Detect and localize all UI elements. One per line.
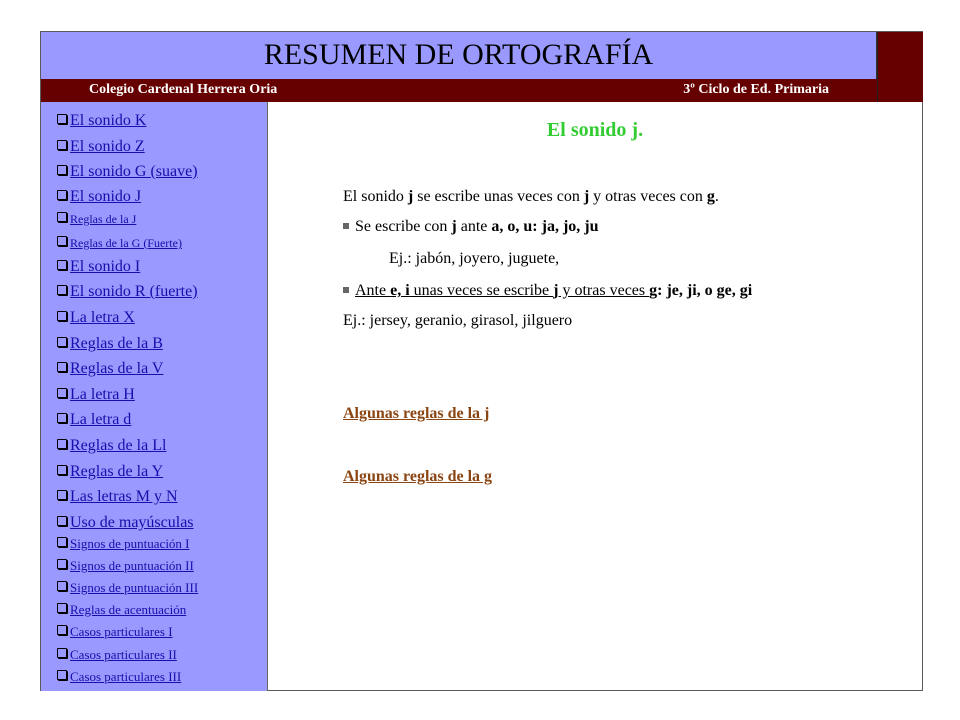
text: El sonido [343, 188, 408, 205]
sidebar-item-link[interactable]: Reglas de acentuación [70, 602, 187, 617]
bold-letter: g [649, 282, 658, 299]
text: se escribe unas veces con [413, 188, 584, 205]
text: . [714, 188, 719, 205]
sidebar-item-link[interactable]: La letra d [70, 411, 132, 428]
sidebar-item-link[interactable]: Casos particulares II [70, 647, 177, 662]
sidebar-item-link[interactable]: Casos particulares III [70, 669, 182, 684]
example-line-1: Ej.: jabón, joyero, juguete, [389, 250, 560, 267]
text: Ante [355, 282, 391, 299]
sidebar-item[interactable] [57, 463, 163, 481]
checkbox-bullet-icon [57, 603, 67, 613]
sidebar-item[interactable] [57, 669, 181, 685]
sidebar-item-link[interactable]: La letra H [70, 386, 135, 403]
sidebar-item[interactable] [57, 386, 135, 404]
sidebar-item[interactable] [57, 624, 173, 640]
rule-line-3 [343, 282, 752, 300]
subtitle-bar [41, 79, 877, 102]
sidebar-item-link[interactable]: Las letras M y N [70, 488, 178, 505]
sidebar-item-link[interactable]: El sonido J [70, 188, 142, 205]
sidebar-item-link[interactable]: Reglas de la Ll [70, 437, 167, 454]
bold-letter: j [451, 218, 457, 235]
sidebar-item-link[interactable]: Casos particulares I [70, 624, 173, 639]
sidebar-item[interactable] [57, 647, 177, 663]
bold-text: a, o, u: ja, jo, ju [491, 218, 599, 235]
sidebar-item-link[interactable]: Signos de puntuación III [70, 580, 199, 595]
sidebar-item[interactable] [57, 602, 186, 618]
sidebar-item[interactable] [57, 309, 135, 327]
square-bullet-icon [343, 287, 349, 293]
sidebar-item[interactable] [57, 360, 163, 378]
rules-g-link[interactable]: Algunas reglas de la g [343, 468, 493, 485]
bold-letter: g [706, 188, 715, 205]
example-line-2: Ej.: jersey, geranio, girasol, jilguero [343, 312, 573, 329]
sidebar-item[interactable] [57, 188, 141, 206]
checkbox-bullet-icon [57, 285, 67, 295]
sidebar-item-link[interactable]: La letra X [70, 309, 135, 326]
sidebar-item[interactable] [57, 212, 136, 227]
checkbox-bullet-icon [57, 140, 67, 150]
square-bullet-icon [343, 223, 349, 229]
checkbox-bullet-icon [57, 311, 67, 321]
checkbox-bullet-icon [57, 581, 67, 591]
checkbox-bullet-icon [57, 490, 67, 500]
sidebar-item[interactable] [57, 112, 146, 130]
sidebar-item-link[interactable]: Reglas de la J [70, 212, 137, 226]
checkbox-bullet-icon [57, 260, 67, 270]
checkbox-bullet-icon [57, 388, 67, 398]
sidebar-item-link[interactable]: El sonido K [70, 112, 147, 129]
sidebar-item-link[interactable]: El sonido R (fuerte) [70, 283, 198, 300]
checkbox-bullet-icon [57, 625, 67, 635]
sidebar-item-link[interactable]: Reglas de la Y [70, 463, 164, 480]
sidebar-nav [41, 102, 268, 691]
checkbox-bullet-icon [57, 165, 67, 175]
sidebar-item[interactable] [57, 437, 166, 455]
sidebar-item-link[interactable]: El sonido Z [70, 138, 145, 155]
sidebar-item-link[interactable]: Uso de mayúsculas [70, 514, 194, 531]
school-name: Colegio Cardenal Herrera Oria [89, 82, 278, 97]
checkbox-bullet-icon [57, 337, 67, 347]
checkbox-bullet-icon [57, 190, 67, 200]
sidebar-item-link[interactable]: El sonido I [70, 258, 141, 275]
rule-line-2 [343, 218, 599, 236]
text: Se escribe con [355, 218, 452, 235]
sidebar-item[interactable] [57, 536, 190, 552]
slide-frame [40, 31, 923, 691]
sidebar-item[interactable] [57, 411, 131, 429]
checkbox-bullet-icon [57, 670, 67, 680]
checkbox-bullet-icon [57, 212, 67, 222]
sidebar-item[interactable] [57, 558, 194, 574]
text: y otras veces [558, 282, 650, 299]
cycle-label: 3º Ciclo de Ed. Primaria [683, 82, 829, 97]
checkbox-bullet-icon [57, 537, 67, 547]
sidebar-item[interactable] [57, 236, 182, 251]
sidebar-item[interactable] [57, 283, 198, 301]
checkbox-bullet-icon [57, 559, 67, 569]
sidebar-item-link[interactable]: Signos de puntuación II [70, 558, 194, 573]
sidebar-item[interactable] [57, 514, 194, 532]
sidebar-item-link[interactable]: Reglas de la B [70, 335, 163, 352]
sidebar-item[interactable] [57, 580, 198, 596]
checkbox-bullet-icon [57, 439, 67, 449]
sidebar-item-link[interactable]: Reglas de la V [70, 360, 164, 377]
bold-letter: j [583, 188, 590, 205]
sidebar-item[interactable] [57, 488, 178, 506]
title-bar [41, 32, 877, 79]
checkbox-bullet-icon [57, 362, 67, 372]
sidebar-item-link[interactable]: Reglas de la G (Fuerte) [70, 236, 182, 250]
rules-j-link[interactable]: Algunas reglas de la j [343, 405, 490, 422]
sidebar-item[interactable] [57, 258, 140, 276]
underlined-rule [355, 282, 657, 299]
checkbox-bullet-icon [57, 236, 67, 246]
sidebar-item-link[interactable]: Signos de puntuación I [70, 536, 190, 551]
bold-letter: e, i [390, 282, 410, 299]
bold-letter: j [407, 188, 414, 205]
checkbox-bullet-icon [57, 648, 67, 658]
section-heading: El sonido j. [546, 119, 644, 141]
text: ante [456, 218, 492, 235]
text: unas veces se escribe [409, 282, 554, 299]
page-title: RESUMEN DE ORTOGRAFÍA [263, 38, 654, 71]
checkbox-bullet-icon [57, 516, 67, 526]
checkbox-bullet-icon [57, 465, 67, 475]
checkbox-bullet-icon [57, 413, 67, 423]
checkbox-bullet-icon [57, 114, 67, 124]
bold-text: : je, ji, o ge, gi [657, 282, 753, 299]
main-content [268, 102, 922, 690]
text: y otras veces con [589, 188, 707, 205]
corner-decoration [877, 32, 923, 102]
sidebar-item[interactable] [57, 335, 163, 353]
sidebar-item[interactable] [57, 138, 145, 156]
rule-line-1 [343, 188, 719, 206]
bold-letter: j [553, 282, 559, 299]
sidebar-item[interactable] [57, 163, 198, 181]
sidebar-item-link[interactable]: El sonido G (suave) [70, 163, 198, 180]
